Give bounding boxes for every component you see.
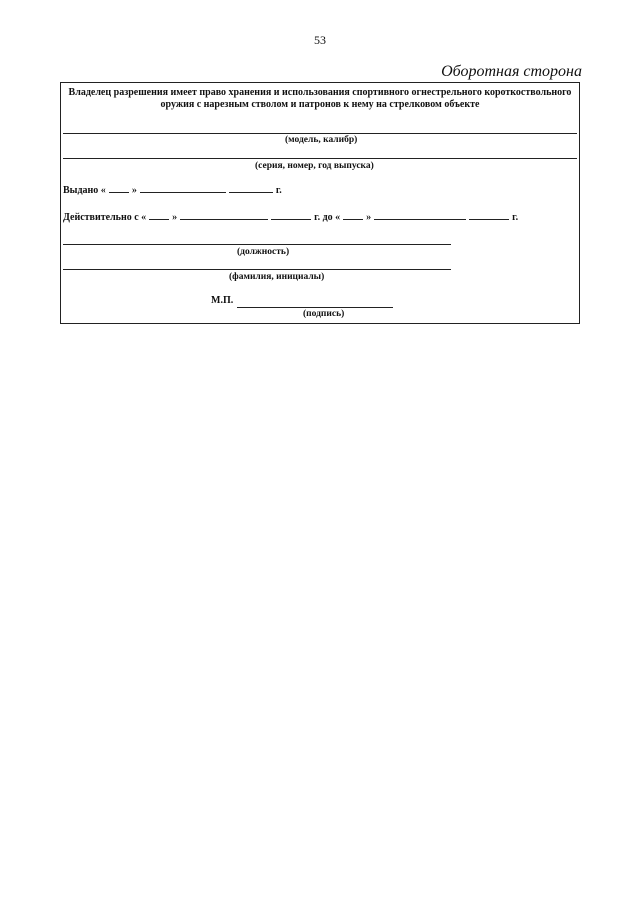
reverse-side-label: Оборотная сторона <box>441 63 582 80</box>
valid-from-quote-close: » <box>172 212 178 223</box>
stamp-label: М.П. <box>211 295 234 306</box>
issued-row <box>63 183 282 196</box>
valid-until-year-suffix: г. <box>512 212 519 223</box>
issued-day-blank <box>109 183 129 193</box>
form-intro-text: Владелец разрешения имеет право хранения и использования спортивного огнестрельного короткоствольного оружия с нарезным стволом и патронов к нему на стрелковом объекте <box>68 87 572 110</box>
name-line <box>63 269 451 270</box>
issued-year-blank <box>229 183 273 193</box>
valid-from-label: Действительно с « <box>63 212 147 223</box>
validity-row <box>63 210 518 223</box>
series-number-caption: (серия, номер, год выпуска) <box>255 161 374 171</box>
valid-until-year-blank <box>469 210 509 220</box>
position-line <box>63 244 451 245</box>
name-caption: (фамилия, инициалы) <box>229 272 325 282</box>
valid-until-label: г. до « <box>314 212 341 223</box>
valid-from-month-blank <box>180 210 268 220</box>
valid-until-quote-close: » <box>366 212 372 223</box>
signature-line <box>237 307 393 308</box>
model-caliber-line <box>63 133 577 134</box>
issued-month-blank <box>140 183 226 193</box>
valid-until-month-blank <box>374 210 466 220</box>
issued-year-suffix: г. <box>275 185 282 196</box>
signature-caption: (подпись) <box>303 309 345 319</box>
issued-quote-close: » <box>131 185 137 196</box>
model-caliber-caption: (модель, калибр) <box>285 135 358 145</box>
position-caption: (должность) <box>237 247 290 257</box>
valid-until-day-blank <box>343 210 363 220</box>
issued-label: Выдано « <box>63 185 106 196</box>
page-number: 53 <box>314 33 326 47</box>
permit-form <box>60 82 580 324</box>
valid-from-day-blank <box>149 210 169 220</box>
valid-from-year-blank <box>271 210 311 220</box>
series-number-line <box>63 158 577 159</box>
